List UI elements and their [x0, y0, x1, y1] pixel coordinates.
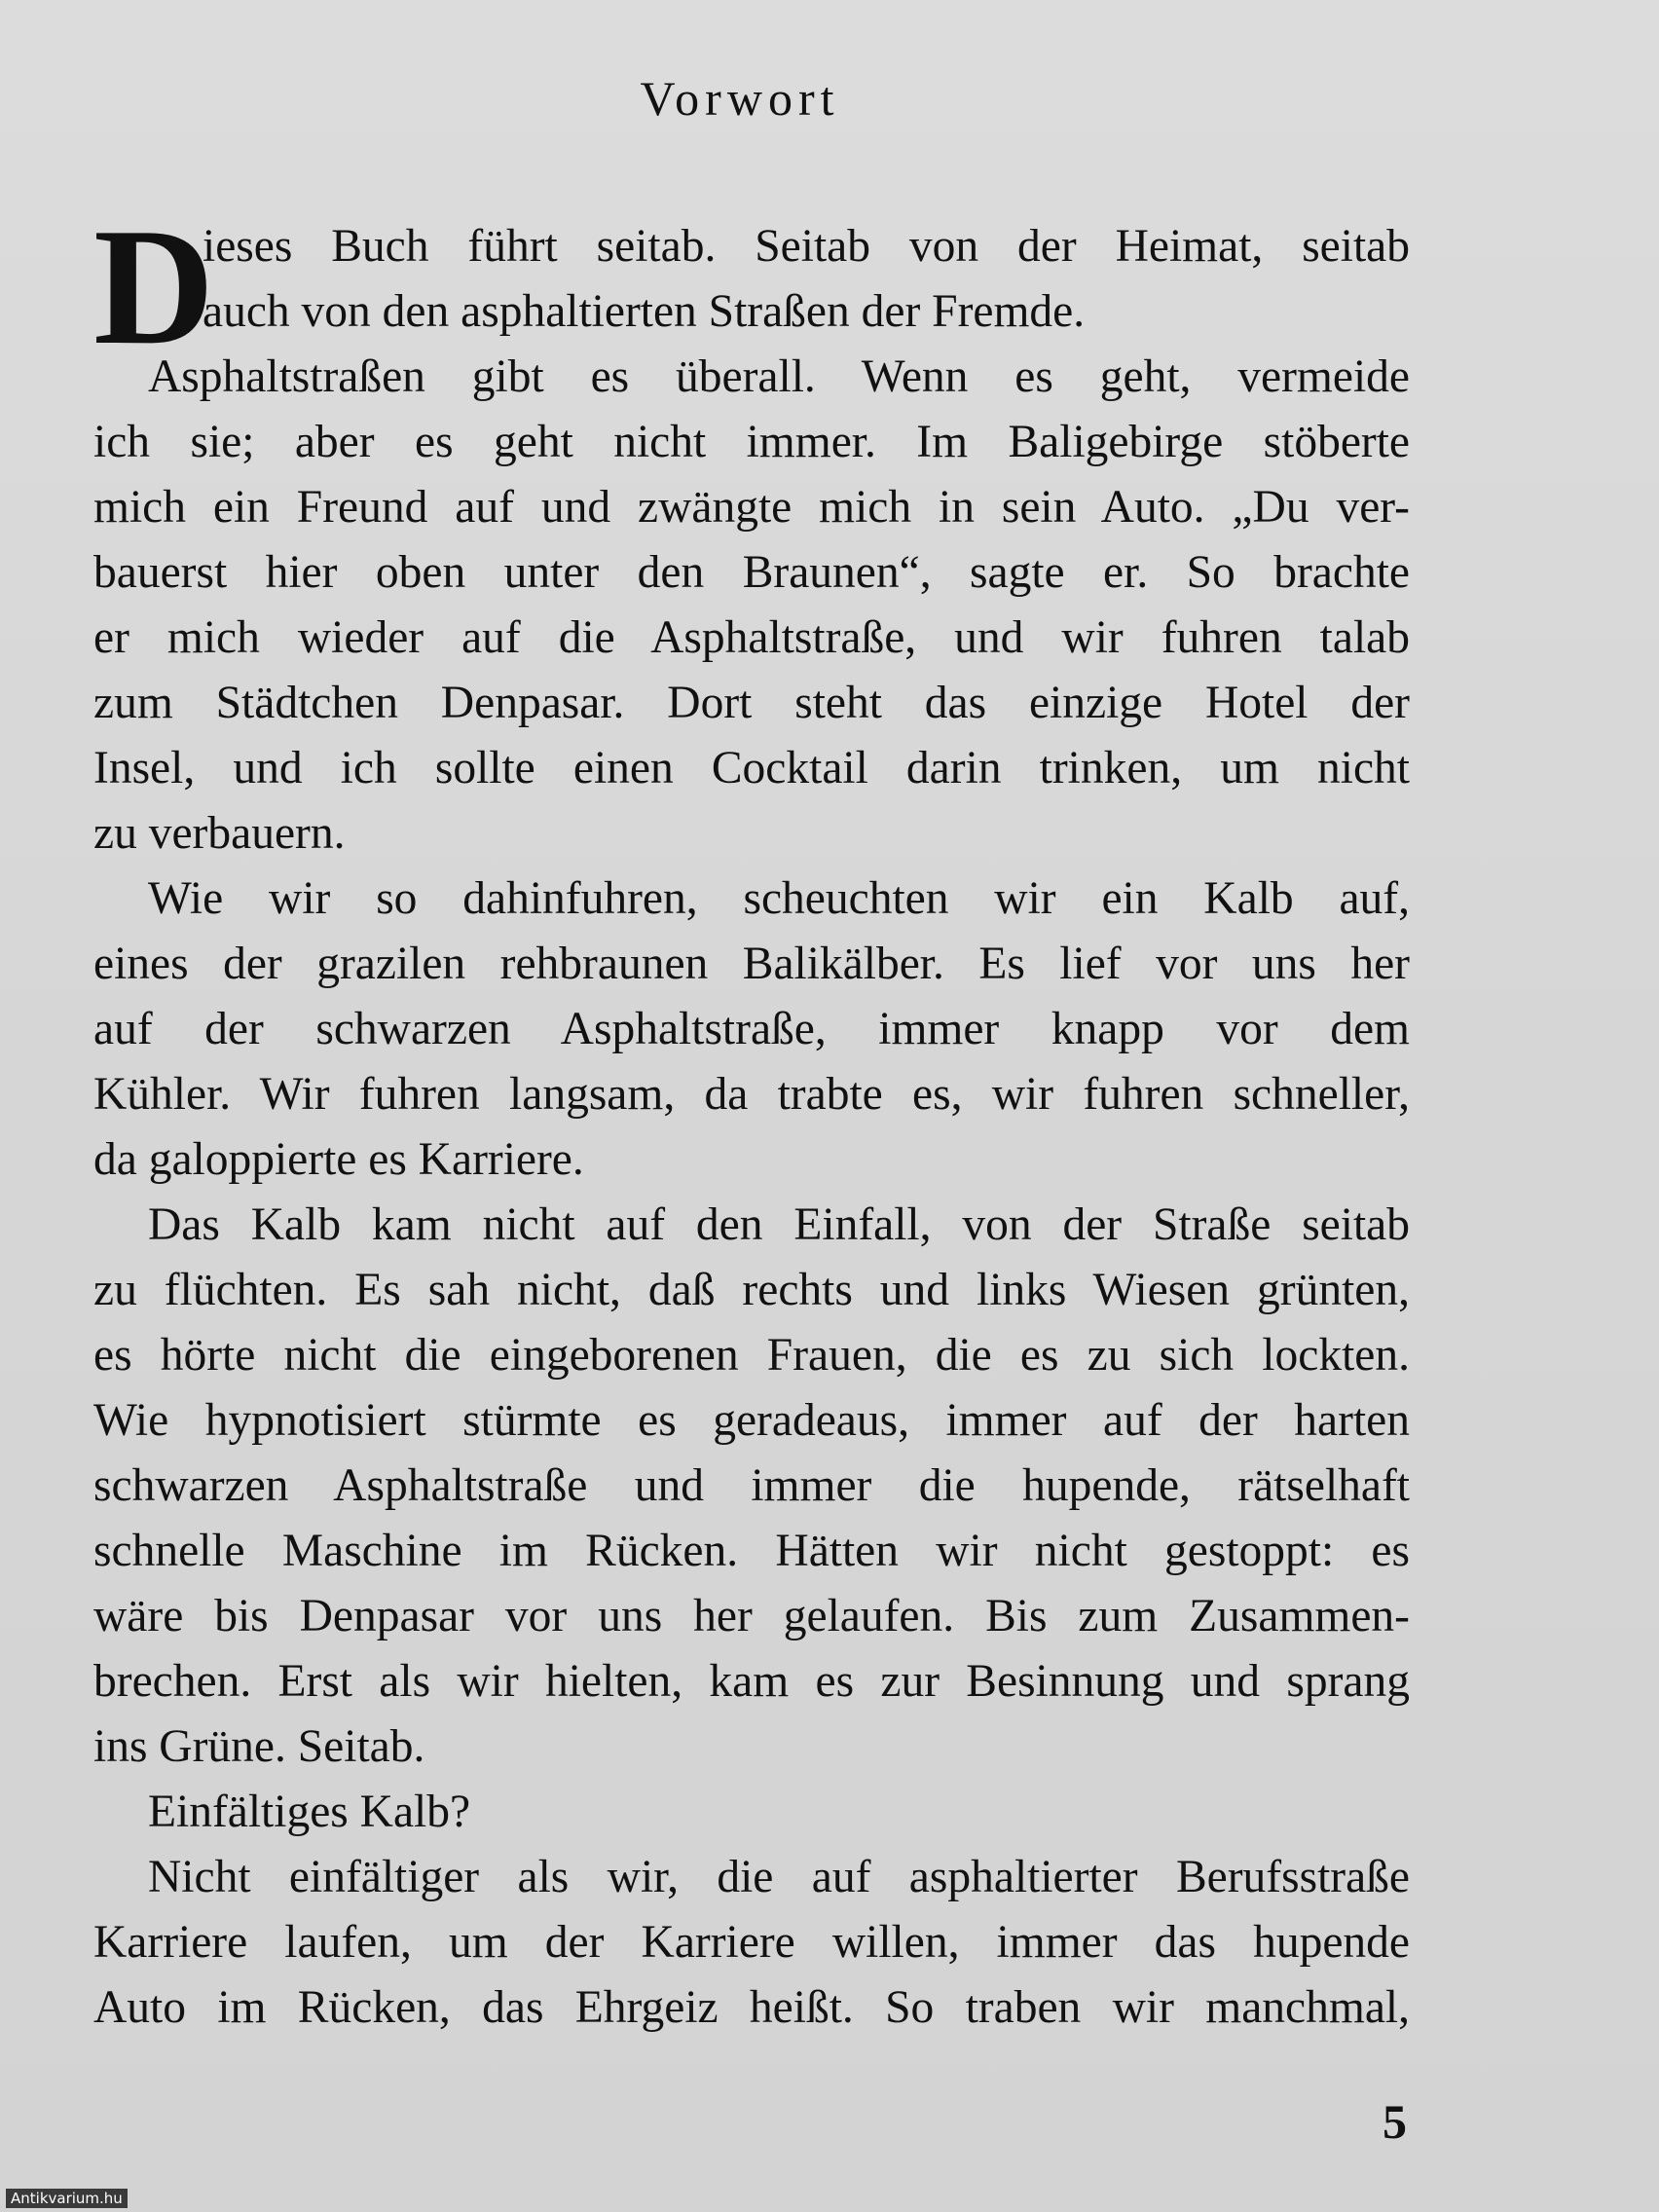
text-line: zu verbauern. — [93, 808, 346, 859]
text-line: wäre bis Denpasar vor uns her gelaufen. Bis zum Zusammen- — [93, 1591, 1410, 1641]
text-line: auch von den asphaltierten Straßen der Fremde. — [203, 286, 1086, 337]
drop-cap: D — [93, 195, 215, 380]
body-text — [93, 195, 1410, 2041]
text-line: er mich wieder auf die Asphaltstraße, und wir fuhren talab — [93, 612, 1410, 663]
text-line: ich sie; aber es geht nicht immer. Im Baligebirge stöberte — [93, 417, 1410, 467]
text-line: Auto im Rücken, das Ehrgeiz heißt. So traben wir manchmal, — [93, 1982, 1410, 2033]
chapter-title: Vorwort — [640, 71, 840, 126]
text-line: Insel, und ich sollte einen Cocktail darin trinken, um nicht — [93, 743, 1410, 793]
text-line: ieses Buch führt seitab. Seitab von der Heimat, seitab — [203, 221, 1410, 272]
text-line: eines der grazilen rehbraunen Balikälber. Es lief vor uns her — [93, 939, 1410, 989]
page-number: 5 — [1382, 2094, 1407, 2149]
text-line: Wie hypnotisiert stürmte es geradeaus, immer auf der harten — [93, 1395, 1410, 1446]
text-line: mich ein Freund auf und zwängte mich in sein Auto. „Du ver- — [93, 482, 1410, 533]
text-line: bauerst hier oben unter den Braunen“, sagte er. So brachte — [93, 547, 1410, 598]
text-line: schnelle Maschine im Rücken. Hätten wir nicht gestoppt: es — [93, 1526, 1410, 1576]
text-line: Das Kalb kam nicht auf den Einfall, von der Straße seitab — [148, 1199, 1410, 1250]
text-line: zu flüchten. Es sah nicht, daß rechts und links Wiesen grünten, — [93, 1265, 1410, 1315]
text-line: es hörte nicht die eingeborenen Frauen, die es zu sich lockten. — [93, 1330, 1410, 1381]
text-line: Nicht einfältiger als wir, die auf asphaltierter Berufsstraße — [148, 1852, 1410, 1902]
text-line: auf der schwarzen Asphaltstraße, immer knapp vor dem — [93, 1004, 1410, 1054]
text-line: da galoppierte es Karriere. — [93, 1134, 584, 1185]
text-line: Kühler. Wir fuhren langsam, da trabte es, wir fuhren schneller, — [93, 1069, 1410, 1120]
text-line: Wie wir so dahinfuhren, scheuchten wir ein Kalb auf, — [148, 873, 1410, 924]
text-line: ins Grüne. Seitab. — [93, 1721, 425, 1772]
text-line: Einfältiges Kalb? — [148, 1787, 471, 1837]
text-line: brechen. Erst als wir hielten, kam es zur Besinnung und sprang — [93, 1656, 1410, 1707]
text-line: schwarzen Asphaltstraße und immer die hupende, rätselhaft — [93, 1460, 1410, 1511]
text-line: zum Städtchen Denpasar. Dort steht das einzige Hotel der — [93, 678, 1410, 728]
text-line: Karriere laufen, um der Karriere willen, immer das hupende — [93, 1917, 1410, 1968]
watermark: Antikvarium.hu — [6, 2189, 128, 2208]
text-line: Asphaltstraßen gibt es überall. Wenn es geht, vermeide — [148, 351, 1410, 402]
